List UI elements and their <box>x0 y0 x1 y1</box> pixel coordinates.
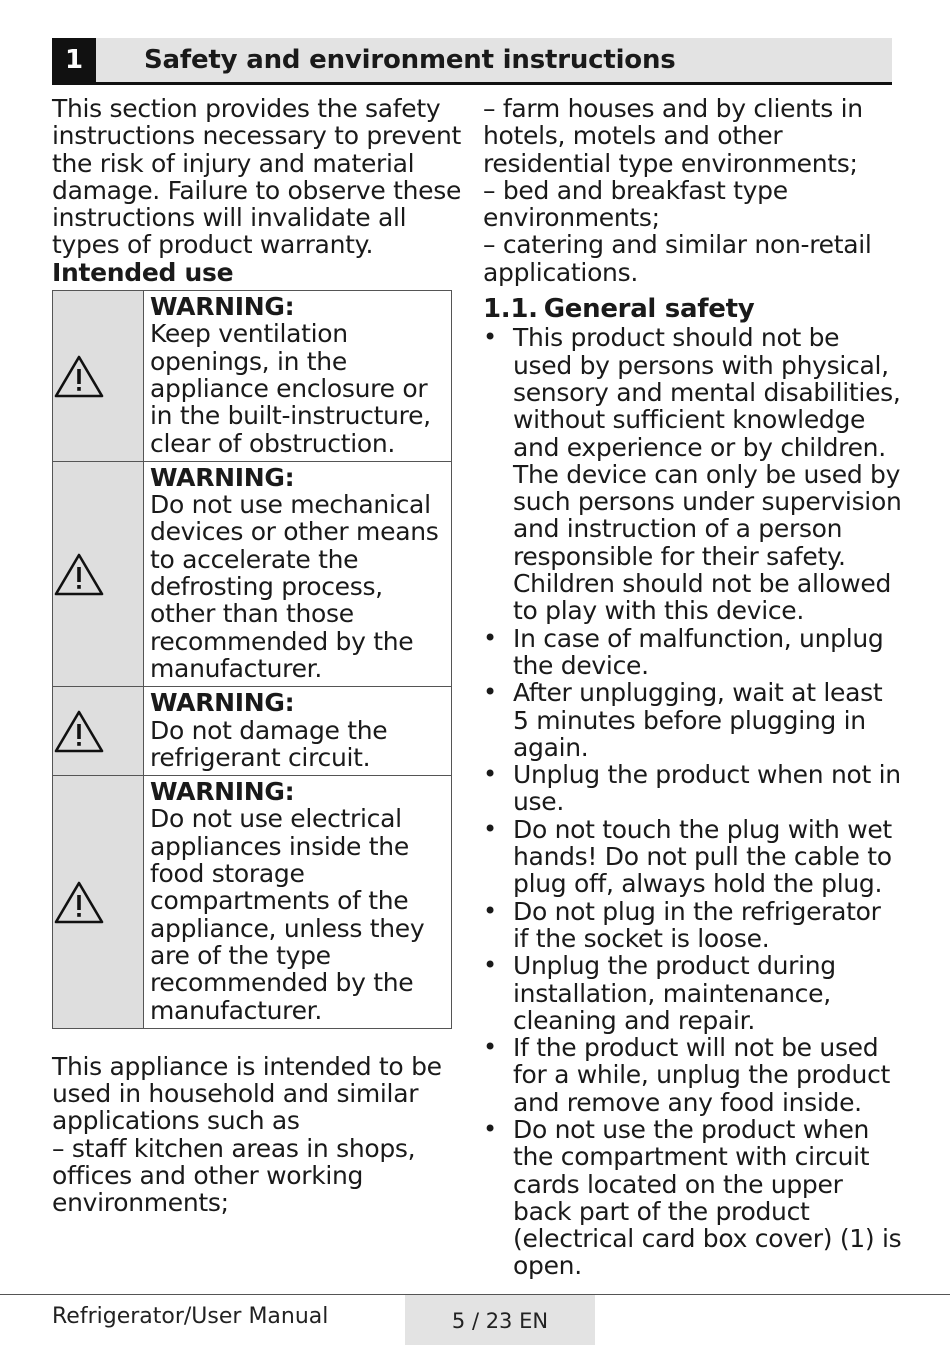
chapter-number: 1 <box>52 38 96 82</box>
page-indicator: 5 / 23 EN <box>405 1295 595 1345</box>
intended-use-heading: Intended use <box>52 257 234 287</box>
list-item: • After unplugging, wait at least 5 minutes before plugging in again. <box>483 679 903 761</box>
warning-triangle-icon <box>53 708 105 754</box>
section-heading <box>483 296 903 323</box>
list-item: • In case of malfunction, unplug the device. <box>483 625 903 680</box>
warnings-table <box>52 290 452 1029</box>
usage-item: – bed and breakfast type environments; <box>483 175 788 233</box>
warning-row <box>53 776 452 1029</box>
warning-text: Do not use electrical appliances inside the food storage compartments of the appliance, unless they are of the type recommended by the manufacturer. <box>150 804 425 1025</box>
warning-triangle-icon <box>53 353 105 399</box>
usage-intro: This appliance is intended to be used in household and similar applications such as <box>52 1051 442 1136</box>
list-item: • Do not use the product when the compartment with circuit cards located on the upper back part of the product (electrical card box cover) (1) is open. <box>483 1116 903 1280</box>
list-item: • If the product will not be used for a while, unplug the product and remove any food inside. <box>483 1034 903 1116</box>
warning-title: WARNING: <box>150 777 295 807</box>
intro-paragraph: This section provides the safety instructions necessary to prevent the risk of injury and material damage. Failure to observe these instructions will invalidate all types of product warranty. <box>52 94 462 260</box>
warning-title: WARNING: <box>150 292 295 322</box>
chapter-header <box>52 38 892 85</box>
section-number: 1.1. <box>483 294 538 325</box>
warning-triangle-icon <box>53 879 105 925</box>
usage-item: – catering and similar non-retail applications. <box>483 230 872 287</box>
list-item: • Do not touch the plug with wet hands! Do not pull the cable to plug off, always hold the plug. <box>483 816 903 898</box>
list-item: • Unplug the product during installation, maintenance, cleaning and repair. <box>483 952 903 1034</box>
warning-row <box>53 291 452 462</box>
left-column <box>52 95 462 1217</box>
usage-item: – staff kitchen areas in shops, offices and other working environments; <box>52 1133 416 1218</box>
chapter-title: Safety and environment instructions <box>144 45 676 75</box>
document-label: Refrigerator/User Manual <box>52 1304 329 1329</box>
warning-row <box>53 461 452 686</box>
warning-title: WARNING: <box>150 462 295 492</box>
warning-triangle-icon <box>53 551 105 597</box>
warning-text: Keep ventilation openings, in the appliance enclosure or in the built-instructure, clear of obstruction. <box>150 319 431 458</box>
right-column <box>483 95 903 1280</box>
list-item: • This product should not be used by persons with physical, sensory and mental disabilities, without sufficient knowledge and experience or by children. The device can only be used by such persons under supervision and instruction of a person responsible for their safety. Children should not be allowed to play with this device. <box>483 324 903 624</box>
list-item: • Do not plug in the refrigerator if the socket is loose. <box>483 898 903 953</box>
safety-list <box>483 324 903 1279</box>
warning-text: Do not use mechanical devices or other means to accelerate the defrosting process, other than those recommended by the manufacturer. <box>150 490 439 683</box>
list-item: • Unplug the product when not in use. <box>483 761 903 816</box>
warning-title: WARNING: <box>150 688 295 718</box>
warning-row <box>53 687 452 776</box>
usage-item: – farm houses and by clients in hotels, motels and other residential type environments; <box>483 94 863 178</box>
section-title: General safety <box>543 294 755 325</box>
warning-text: Do not damage the refrigerant circuit. <box>150 715 388 772</box>
